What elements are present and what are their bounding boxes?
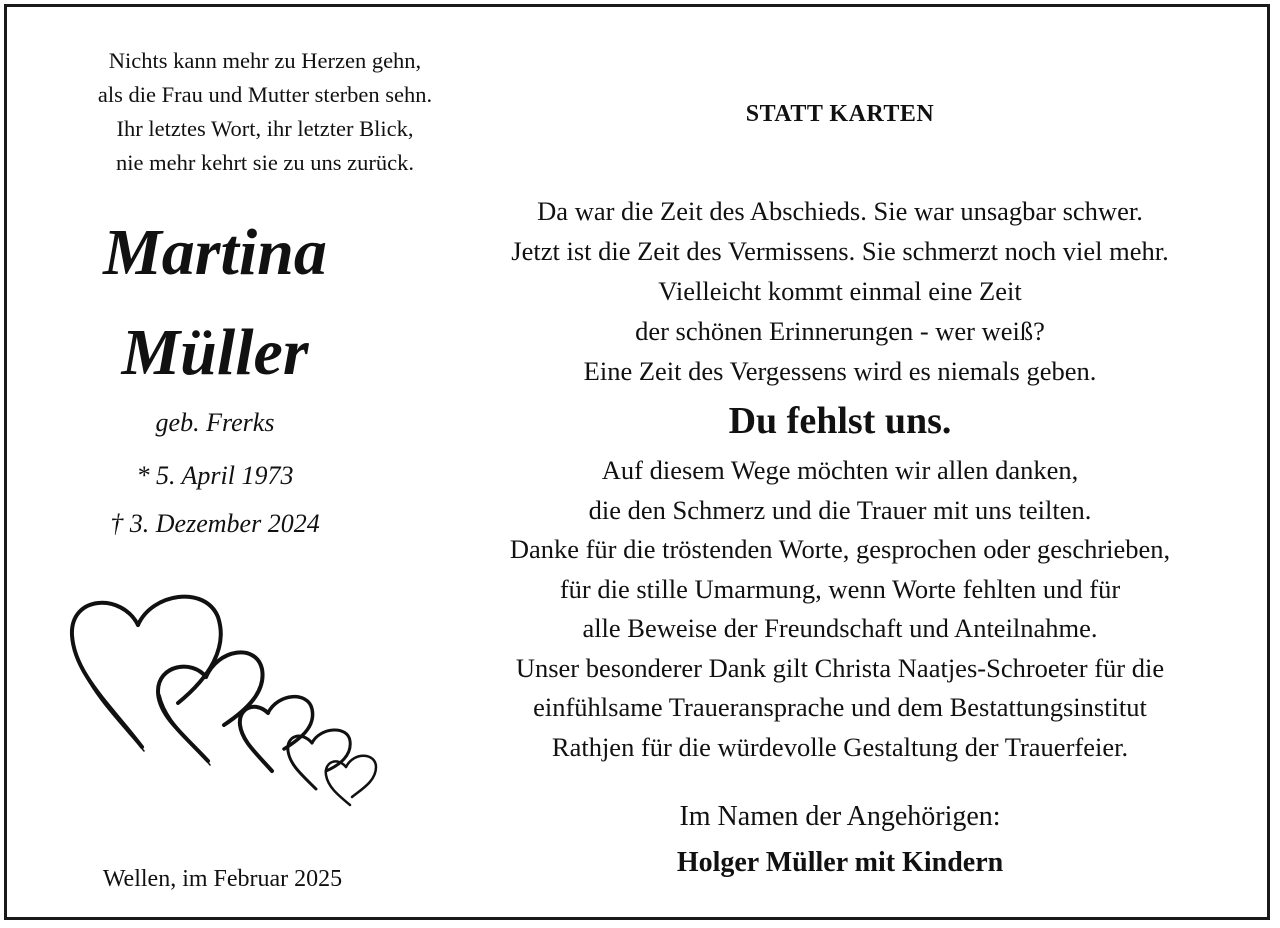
birth-date: * 5. April 1973 [136, 461, 294, 490]
text-line: einfühlsame Traueransprache und dem Bestattungsinstitut [533, 692, 1147, 722]
text-line: der schönen Erinnerungen - wer weiß? [635, 316, 1045, 346]
text-line: Jetzt ist die Zeit des Vermissens. Sie schmerzt noch viel mehr. [511, 236, 1169, 266]
text-line: Unser besonderer Dank gilt Christa Naatjes-Schroeter für die [515, 652, 1165, 683]
poem-line: nie mehr kehrt sie zu uns zurück. [115, 150, 415, 175]
deceased-last-name: Müller [121, 316, 309, 389]
heart-large-icon [72, 597, 221, 751]
signer-name: Holger Müller mit Kindern [676, 847, 1004, 878]
hearts-icon [60, 585, 390, 820]
header-statt-karten: STATT KARTEN [745, 101, 935, 127]
text-line: Danke für die tröstenden Worte, gesprochen oder geschrieben, [509, 534, 1171, 564]
text-line: Da war die Zeit des Abschieds. Sie war unsagbar schwer. [537, 196, 1143, 226]
deceased-first-name: Martina [103, 216, 327, 289]
text-line: für die stille Umarmung, wenn Worte fehlten und für [559, 573, 1121, 604]
text-line: die den Schmerz und die Trauer mit uns teilten. [588, 494, 1092, 525]
motto: Du fehlst uns. [728, 400, 952, 442]
text-line: Rathjen für die würdevolle Gestaltung der Trauerfeier. [551, 731, 1129, 762]
text-line: alle Beweise der Freundschaft und Anteilnahme. [582, 613, 1098, 643]
text-line: Vielleicht kommt einmal eine Zeit [658, 276, 1022, 306]
heart-small-icon [240, 697, 313, 771]
heart-tiny-icon [326, 756, 376, 805]
death-date: † 3. Dezember 2024 [110, 509, 320, 538]
text-line: Auf diesem Wege möchten wir allen danken, [601, 455, 1079, 485]
poem-line: Ihr letztes Wort, ihr letzter Blick, [116, 116, 414, 141]
poem-line: Nichts kann mehr zu Herzen gehn, [108, 48, 422, 73]
on-behalf-label: Im Namen der Angehörigen: [679, 801, 1001, 832]
place-date: Wellen, im Februar 2025 [102, 866, 343, 892]
poem-line: als die Frau und Mutter sterben sehn. [97, 82, 433, 107]
birth-name: geb. Frerks [155, 408, 275, 437]
remembrance-text [430, 191, 1250, 391]
thanks-text [430, 451, 1250, 767]
text-line: Eine Zeit des Vergessens wird es niemals geben. [583, 356, 1097, 386]
